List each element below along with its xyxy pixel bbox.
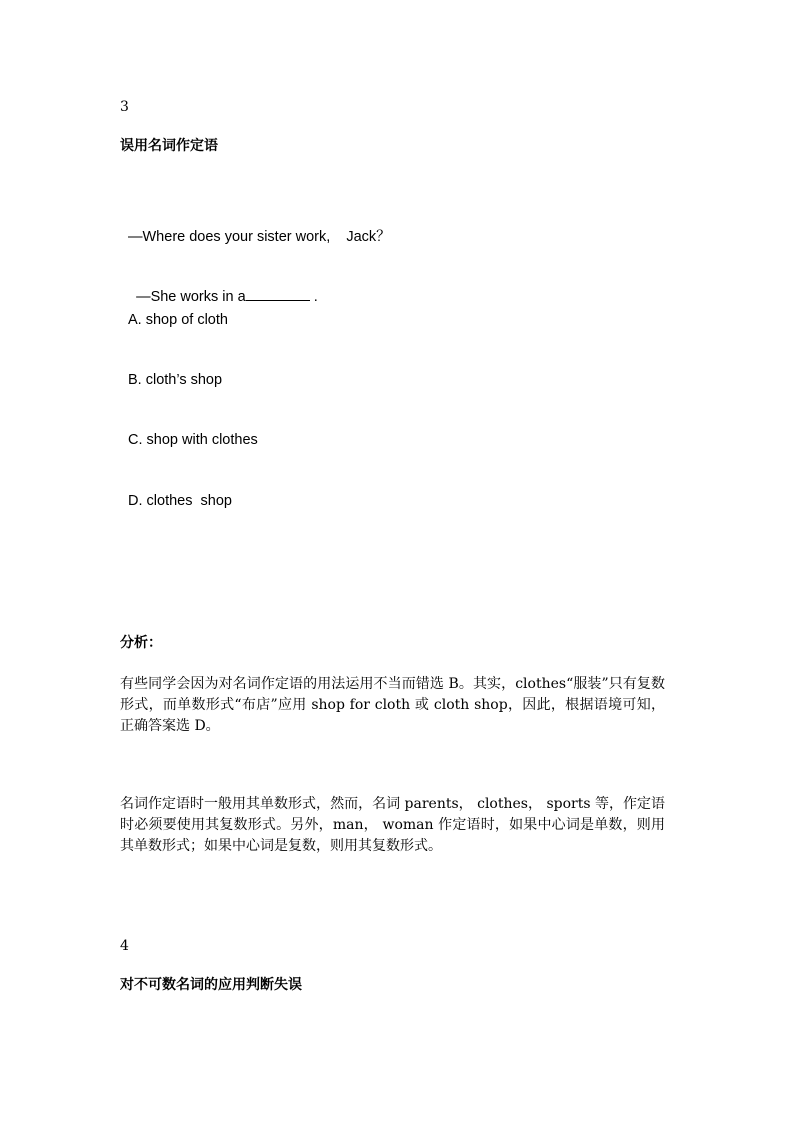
answer-blank [246, 287, 310, 301]
analysis-paragraph-2: 名词作定语时一般用其单数形式，然而，名词 parents， clothes， sports 等，作定语时必须要使用其复数形式。另外，man， woman 作定语时，如果中心词是单数，则用其单数形式；如果中心词是复数，则用其复数形式。 [120, 796, 665, 854]
option-d: D. clothes shop [128, 493, 232, 509]
dialog-answer-prefix: —She works in a [136, 289, 246, 305]
option-a: A. shop of cloth [128, 312, 228, 328]
analysis-label: 分析： [120, 635, 162, 651]
option-c: C. shop with clothes [128, 432, 258, 448]
option-b: B. cloth’s shop [128, 372, 223, 388]
dialog-answer-suffix: . [309, 289, 318, 305]
section-title: 对不可数名词的应用判断失误 [120, 977, 302, 993]
analysis-paragraph-1: 有些同学会因为对名词作定语的用法运用不当而错选 B。其实，clothes“服装”只有复数形式，而单数形式“布店”应用 shop for cloth 或 cloth shop，因此，根据语境可知，正确答案选 D。 [120, 676, 665, 734]
section-title: 误用名词作定语 [120, 138, 218, 154]
dialog-answer-line [128, 269, 318, 306]
section-number: 3 [120, 99, 129, 115]
dialog-question-line: —Where does your sister work, Jack？ [128, 229, 391, 245]
section-number: 4 [120, 938, 129, 954]
